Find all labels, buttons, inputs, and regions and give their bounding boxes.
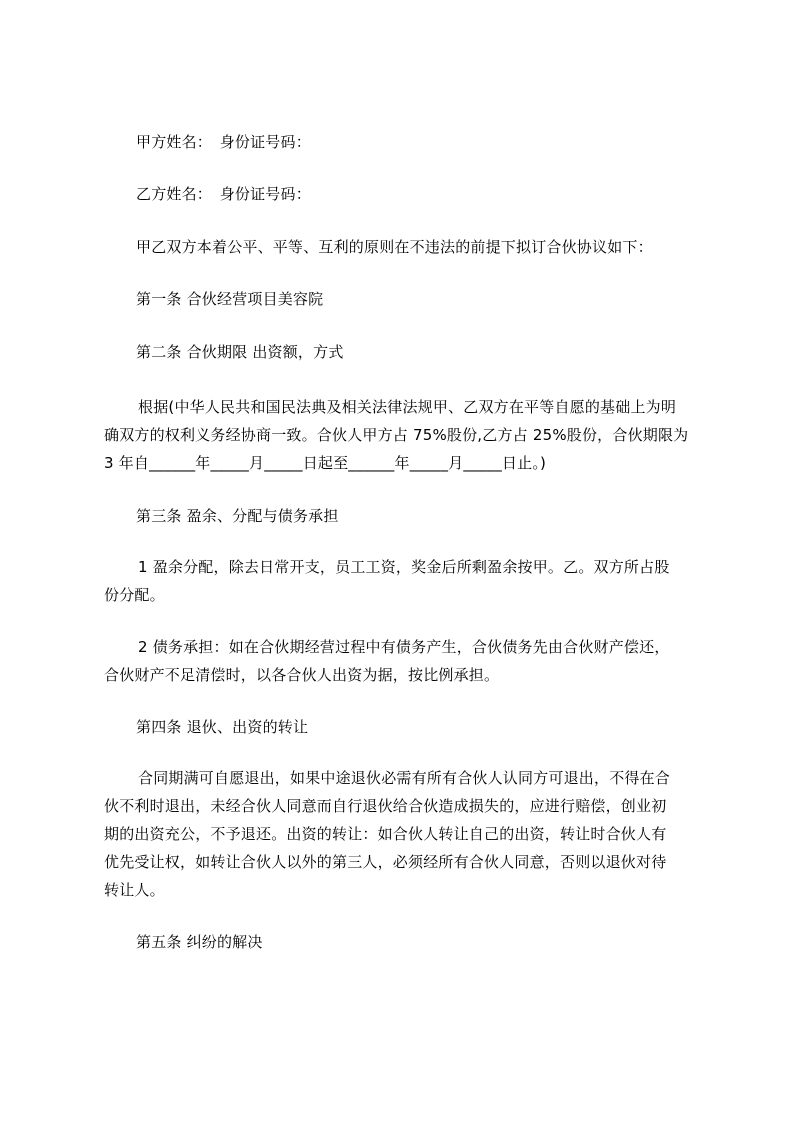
party-a-line: 甲方姓名： 身份证号码： <box>136 133 311 151</box>
article-3-item-1-line-1: 1 盈余分配，除去日常开支，员工工资，奖金后所剩盈余按甲。乙。双方所占股 <box>138 558 670 576</box>
article-2-body <box>104 393 688 477</box>
article-4-title: 第四条 退伙、出资的转让 <box>136 718 309 736</box>
article-3-item-2-line-1: 2 债务承担：如在合伙期经营过程中有债务产生，合伙债务先由合伙财产偿还， <box>138 638 670 656</box>
article-1-title: 第一条 合伙经营项目美容院 <box>136 290 324 308</box>
party-b-line: 乙方姓名： 身份证号码： <box>136 185 311 203</box>
article-4-body-line-5: 转让人。 <box>104 881 165 899</box>
intro-paragraph: 甲乙双方本着公平、平等、互利的原则在不违法的前提下拟订合伙协议如下： <box>136 238 653 256</box>
article-3-item-2 <box>104 633 670 689</box>
article-5-title: 第五条 纠纷的解决 <box>136 933 263 951</box>
article-4-body <box>104 764 670 904</box>
article-4-body-line-3: 期的出资充公，不予退还。出资的转让：如合伙人转让自己的出资，转让时合伙人有 <box>104 825 667 843</box>
article-3-item-1-line-2: 份分配。 <box>104 586 165 604</box>
article-3-item-1 <box>104 553 670 609</box>
article-4-body-line-4: 优先受让权，如转让合伙人以外的第三人，必须经所有合伙人同意，否则以退伙对待 <box>104 853 667 871</box>
article-4-body-line-2: 伙不利时退出，未经合伙人同意而自行退伙给合伙造成损失的，应进行赔偿，创业初 <box>104 797 667 815</box>
article-4-body-line-1: 合同期满可自愿退出，如果中途退伙必需有所有合伙人认同方可退出，不得在合 <box>138 769 671 787</box>
article-3-title: 第三条 盈余、分配与债务承担 <box>136 507 339 525</box>
article-3-item-2-line-2: 合伙财产不足清偿时，以各合伙人出资为据，按比例承担。 <box>104 666 500 684</box>
article-2-body-line-3: 3 年自______年_____月_____日起至______年_____月_____日止。) <box>104 454 547 472</box>
article-2-title: 第二条 合伙期限 出资额，方式 <box>136 343 344 361</box>
article-2-body-line-2: 确双方的权利义务经协商一致。合伙人甲方占 75%股份,乙方占 25%股份，合伙期限为 <box>104 426 689 444</box>
article-2-body-line-1: 根据(中华人民共和国民法典及相关法律法规甲、乙双方在平等自愿的基础上为明 <box>138 398 677 416</box>
